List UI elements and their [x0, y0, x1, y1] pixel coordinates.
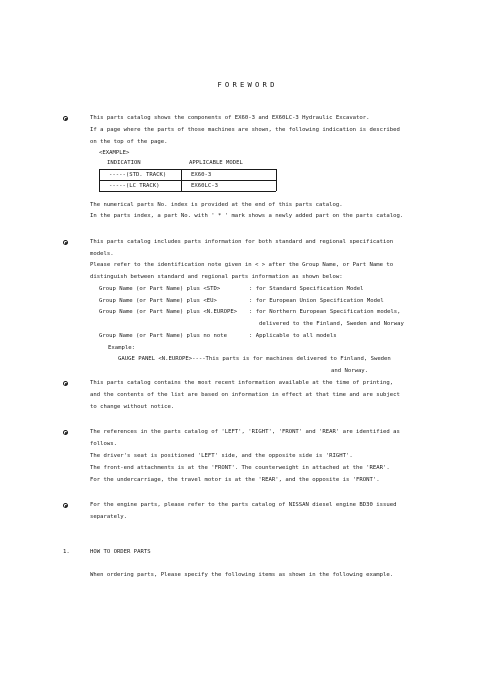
section-heading: HOW TO ORDER PARTS: [90, 549, 151, 555]
bullet-icon: [63, 503, 68, 508]
bullet-icon: [63, 240, 68, 245]
p4-line2: follows.: [90, 441, 117, 447]
spec-row-neurope-name: Group Name (or Part Name) plus <N.EUROPE>: [99, 309, 238, 315]
spec-row-all-desc: : Applicable to all models: [249, 333, 337, 339]
table-header-indication: INDICATION: [107, 160, 141, 166]
p2-line4: distinguish between standard and regional parts information as shown below:: [90, 274, 343, 280]
table-row-std-model: EX60-3: [191, 172, 212, 178]
spec-row-neurope-desc-cont: delivered to the Finland, Sweden and Norway: [259, 321, 404, 327]
table-row-std-indication: -----(STD. TRACK): [109, 172, 167, 178]
spec-row-eu-name: Group Name (or Part Name) plus <EU>: [99, 298, 217, 304]
p1-line1: This parts catalog shows the components of EX60-3 and EX60LC-3 Hydraulic Excavator.: [90, 115, 370, 121]
p2-line2: models.: [90, 251, 114, 257]
spec-row-all-name: Group Name (or Part Name) plus no note: [99, 333, 227, 339]
p4-line3: The driver's seat is positioned 'LEFT' side, and the opposite side is 'RIGHT'.: [90, 453, 353, 459]
spec-row-neurope-desc: : for Northern European Specification models,: [249, 309, 401, 315]
p2-line1: This parts catalog includes parts information for both standard and regional specification: [90, 239, 394, 245]
p3-line1: This parts catalog contains the most recent information available at the time of printing,: [90, 380, 394, 386]
p5-line1: For the engine parts, please refer to the parts catalog of NISSAN diesel engine BD30 issued: [90, 502, 397, 508]
indication-table: [99, 158, 276, 192]
p3-line3: to change without notice.: [90, 404, 175, 410]
section-number: 1.: [63, 549, 70, 555]
example-label-2: Example:: [108, 345, 135, 351]
example-label: <EXAMPLE>: [99, 150, 130, 156]
table-right-rule: [276, 169, 277, 191]
example-line2: and Norway.: [331, 368, 369, 374]
table-header-rule: [99, 169, 276, 170]
spec-row-std-name: Group Name (or Part Name) plus <STD>: [99, 286, 221, 292]
table-row-lc-model: EX60LC-3: [191, 183, 218, 189]
p4-line4: The front-end attachments is at the 'FRONT'. The counterweight in attached at the 'REAR'.: [90, 465, 390, 471]
section-body: When ordering parts, Please specify the following items as shown in the following example.: [90, 572, 394, 578]
p4-line5: For the undercarriage, the travel motor is at the 'REAR', and the opposite is 'FRONT'.: [90, 477, 380, 483]
page-title: FOREWORD: [217, 80, 278, 89]
p5-line2: separately.: [90, 514, 128, 520]
bullet-icon: [63, 381, 68, 386]
table-bottom-rule: [99, 191, 276, 192]
p1-line5: In the parts index, a part No. with ' * ' mark shows a newly added part on the parts catalog.: [90, 213, 404, 219]
bullet-icon: [63, 430, 68, 435]
spec-row-std-desc: : for Standard Specification Model: [249, 286, 364, 292]
p1-line3: on the top of the page.: [90, 139, 168, 145]
p1-line2: If a page where the parts of those machines are shown, the following indication is described: [90, 127, 400, 133]
table-header-model: APPLICABLE MODEL: [189, 160, 243, 166]
table-row-lc-indication: -----(LC TRACK): [109, 183, 160, 189]
p4-line1: The references in the parts catalog of 'LEFT', 'RIGHT', 'FRONT' and 'REAR' are identified as: [90, 429, 400, 435]
example-line1: GAUGE PANEL <N.EUROPE>----This parts is for machines delivered to Finland, Sweden: [118, 356, 391, 362]
p2-line3: Please refer to the identification note given in < > after the Group Name, or Part Name to: [90, 262, 394, 268]
p1-line4: The numerical parts No. index is provided at the end of this parts catalog.: [90, 202, 343, 208]
p3-line2: and the contents of the list are based on information in effect at that time and are subject: [90, 392, 400, 398]
bullet-icon: [63, 116, 68, 121]
spec-row-eu-desc: : for European Union Specification Model: [249, 298, 384, 304]
table-row-rule: [99, 180, 276, 181]
